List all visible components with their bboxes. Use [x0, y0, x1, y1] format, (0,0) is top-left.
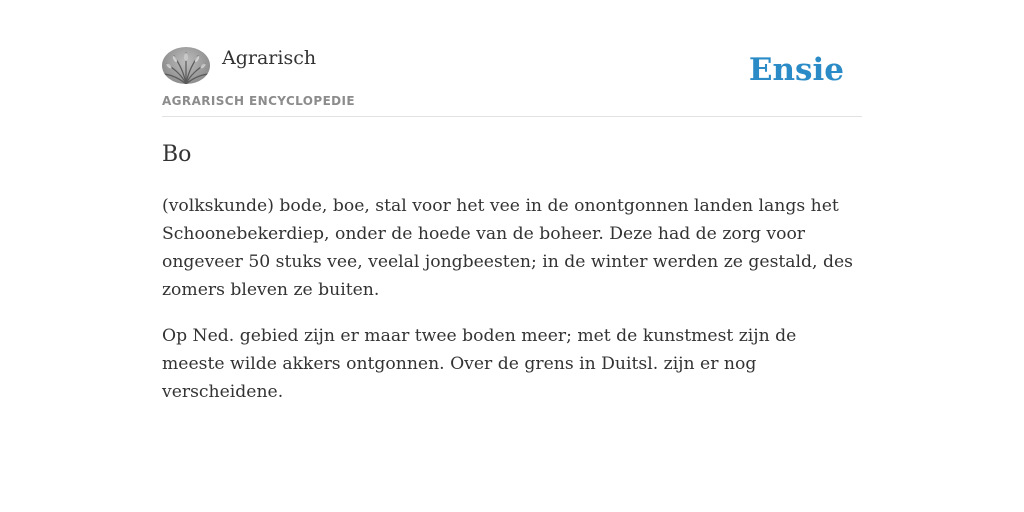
source-header — [162, 44, 862, 117]
source-name[interactable]: Agrarisch — [222, 47, 317, 69]
source-avatar[interactable] — [162, 47, 210, 84]
article-paragraph: (volkskunde) bode, boe, stal voor het vee in de onontgonnen landen langs het Schoonebekerdiep, onder de hoede van de boheer. Deze had de zorg voor ongeveer 50 stuks vee, veelal jongbeesten; in de winter werden ze gestald, des zomers bleven ze buiten. — [162, 196, 853, 300]
article-paragraph: Op Ned. gebied zijn er maar twee boden meer; met de kunstmest zijn de meeste wilde akkers ontgonnen. Over de grens in Duitsl. zijn er nog verscheidene. — [162, 326, 797, 402]
article-title: Bo — [162, 142, 192, 167]
source-subtitle: AGRARISCH ENCYCLOPEDIE — [162, 94, 355, 108]
brand-logo[interactable]: Ensie — [748, 52, 844, 88]
wheat-icon — [162, 47, 210, 84]
article-body — [162, 192, 862, 424]
